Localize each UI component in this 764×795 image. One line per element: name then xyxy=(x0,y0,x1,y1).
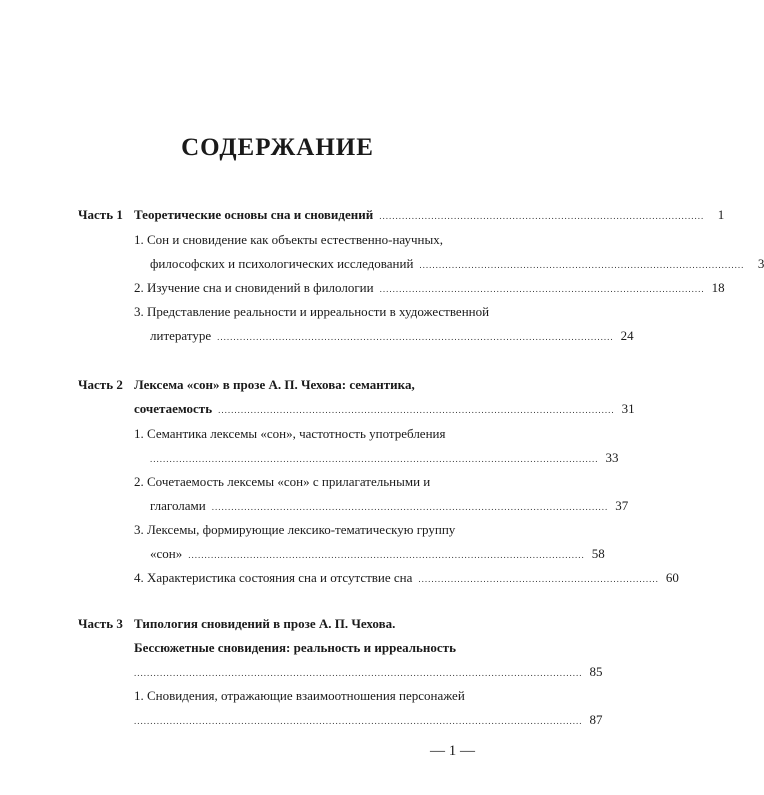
part-3-entry xyxy=(134,662,603,683)
leader-dots: .......................................................................................................................................... xyxy=(150,454,599,464)
part-2-label: Часть 2 xyxy=(78,377,123,392)
page-number: 3 xyxy=(757,256,764,271)
entry-2-4-text: 4. Характеристика состояния сна и отсутствие сна xyxy=(134,570,413,585)
entry-2-3-line-1: 3. Лексемы, формирующие лексико-тематическую группу xyxy=(134,522,456,537)
page-number: 85 xyxy=(589,664,603,679)
entry-1-1 xyxy=(150,254,764,275)
page-number: 58 xyxy=(591,546,605,561)
entry-1-3-line-1: 3. Представление реальности и ирреальности в художественной xyxy=(134,304,490,319)
part-1-title: Теоретические основы сна и сновидений xyxy=(134,207,374,222)
page-number: 37 xyxy=(615,498,629,513)
entry-2-3-line-2: «сон» xyxy=(150,546,183,561)
entry-2-2-line-1: 2. Сочетаемость лексемы «сон» с прилагательными и xyxy=(134,474,431,489)
part-2-title-line-2: сочетаемость xyxy=(134,401,213,416)
leader-dots: .......................................................................................................................................... xyxy=(134,668,583,678)
entry-3-1-line-1: 1. Сновидения, отражающие взаимоотношения персонажей xyxy=(134,688,465,703)
page-number: 60 xyxy=(665,570,679,585)
entry-3-1 xyxy=(134,710,603,731)
part-3-title-line-2: Бессюжетные сновидения: реальность и ирреальность xyxy=(134,640,456,655)
leader-dots: .......................................................................... xyxy=(418,574,659,584)
entry-2-1-line-1: 1. Семантика лексемы «сон», частотность употребления xyxy=(134,426,446,441)
leader-dots: .................................................................................................... xyxy=(379,211,705,221)
leader-dots: .......................................................................................................................... xyxy=(211,502,609,512)
entry-1-3-line-2: литературе xyxy=(150,328,212,343)
entry-2-2 xyxy=(150,496,629,517)
page-folio: — 1 — xyxy=(430,743,475,759)
page-number: 24 xyxy=(620,328,634,343)
leader-dots: .................................................................................................... xyxy=(379,284,705,294)
entry-2-4 xyxy=(134,568,679,589)
entry-1-1-line-2: философских и психологических исследований xyxy=(150,256,414,271)
entry-1-2-text: 2. Изучение сна и сновидений в филологии xyxy=(134,280,374,295)
page-number: 1 xyxy=(717,207,725,222)
part-2-entry xyxy=(134,399,635,420)
leader-dots: .......................................................................................................................... xyxy=(217,332,614,342)
leader-dots: .......................................................................................................................................... xyxy=(134,716,583,726)
page-number: 31 xyxy=(621,401,635,416)
leader-dots: .................................................................................................... xyxy=(419,260,745,270)
leader-dots: .......................................................................................................................... xyxy=(188,550,585,560)
entry-2-1 xyxy=(150,448,619,469)
part-1-label: Часть 1 xyxy=(78,207,123,222)
page-number: 18 xyxy=(711,280,725,295)
leader-dots: .......................................................................................................................... xyxy=(218,405,615,415)
page-title: СОДЕРЖАНИЕ xyxy=(181,134,374,161)
entry-1-2 xyxy=(134,278,725,299)
page-number: 87 xyxy=(589,712,603,727)
part-3-label: Часть 3 xyxy=(78,616,123,631)
entry-1-3 xyxy=(150,326,634,347)
page-number: 33 xyxy=(605,450,619,465)
part-2-title-line-1: Лексема «сон» в прозе А. П. Чехова: семантика, xyxy=(134,377,415,392)
entry-2-2-line-2: глаголами xyxy=(150,498,206,513)
part-3-title-line-1: Типология сновидений в прозе А. П. Чехова. xyxy=(134,616,396,631)
part-1-entry xyxy=(134,205,725,226)
entry-2-3 xyxy=(150,544,605,565)
entry-1-1-line-1: 1. Сон и сновидение как объекты естественно-научных, xyxy=(134,232,443,247)
